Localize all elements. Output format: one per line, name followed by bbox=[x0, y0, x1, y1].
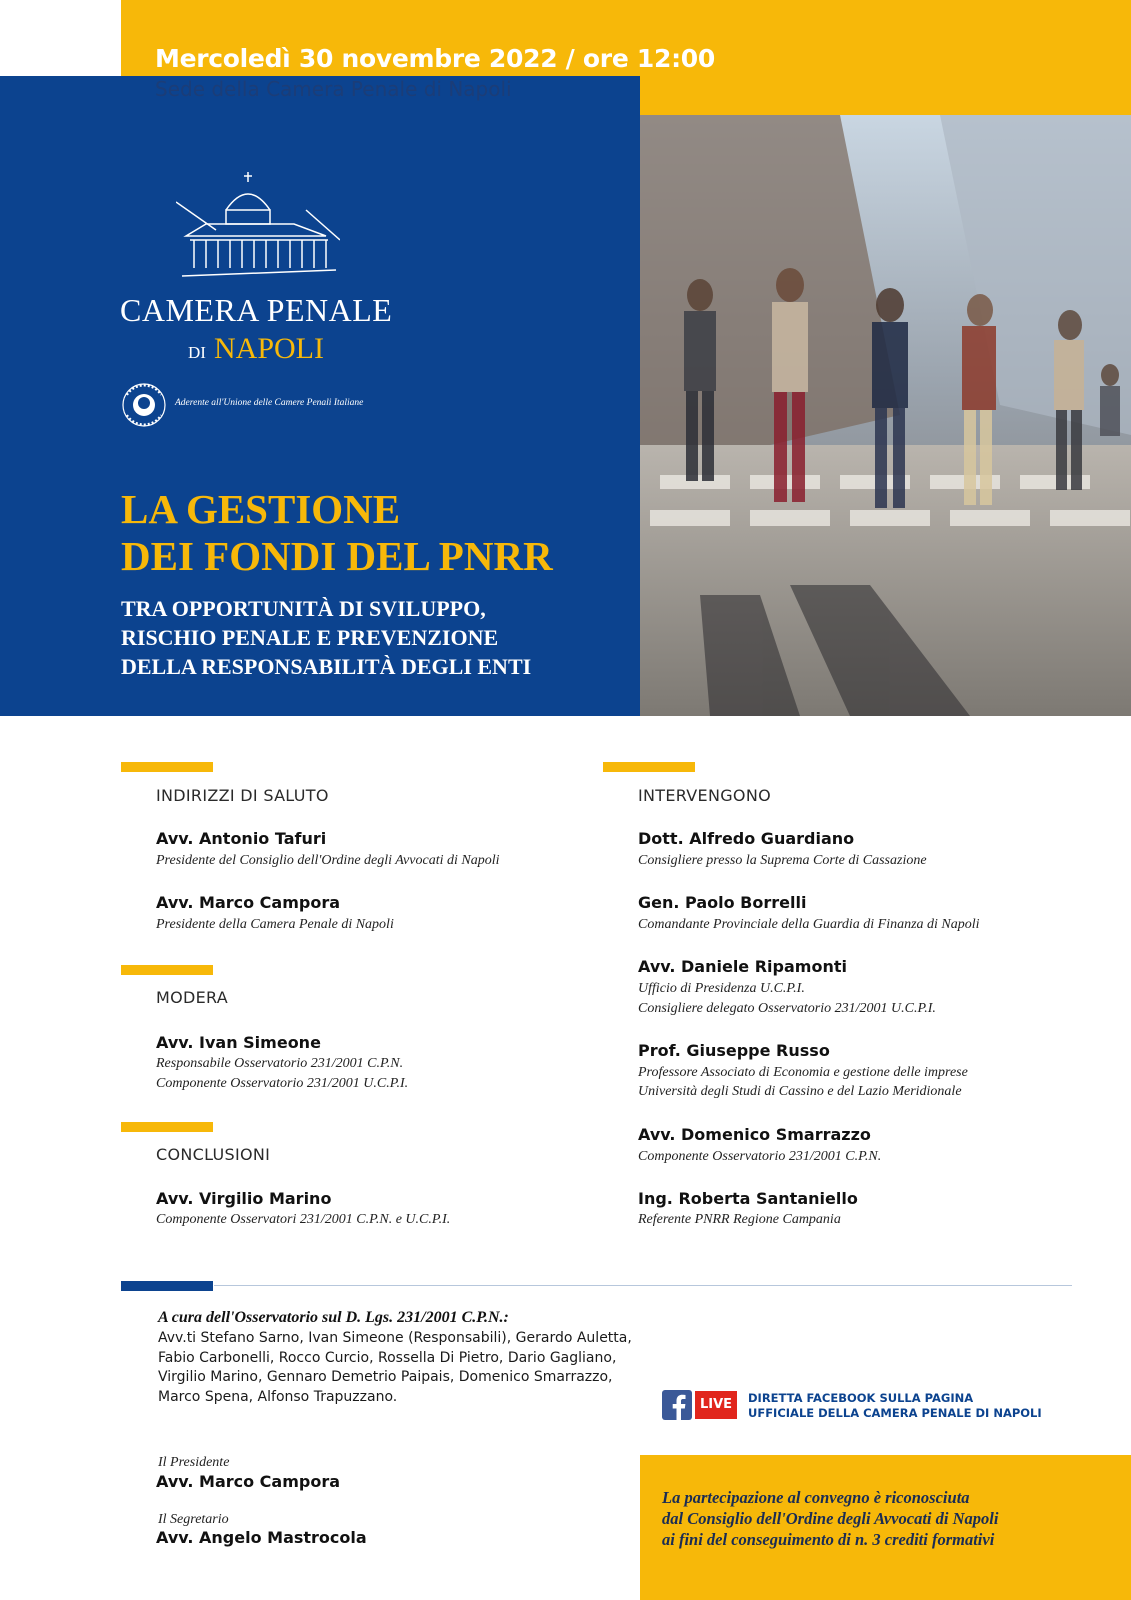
section-accent-bar bbox=[121, 965, 213, 975]
section-heading-conclusioni: CONCLUSIONI bbox=[156, 1145, 271, 1164]
curators-line: Marco Spena, Alfonso Trapuzzano. bbox=[158, 1388, 398, 1405]
crowd-photo bbox=[640, 115, 1131, 716]
event-subtitle-line: RISCHIO PENALE E PREVENZIONE bbox=[121, 625, 499, 650]
speaker-role: Presidente della Camera Penale di Napoli bbox=[156, 917, 394, 932]
speaker-role: Presidente del Consiglio dell'Ordine degli Avvocati di Napoli bbox=[156, 853, 500, 868]
speaker-name: Ing. Roberta Santaniello bbox=[638, 1189, 858, 1208]
footer-divider bbox=[214, 1285, 1072, 1286]
org-name-city: NAPOLI bbox=[214, 332, 324, 365]
speaker-name: Gen. Paolo Borrelli bbox=[638, 893, 807, 912]
speaker-role: Referente PNRR Regione Campania bbox=[638, 1212, 841, 1227]
event-title-line: LA GESTIONE bbox=[121, 486, 401, 532]
curators-line: Avv.ti Stefano Sarno, Ivan Simeone (Responsabili), Gerardo Auletta, bbox=[158, 1330, 632, 1346]
event-subtitle bbox=[121, 594, 531, 681]
section-heading-modera: MODERA bbox=[156, 988, 229, 1007]
live-stream-line: DIRETTA FACEBOOK SULLA PAGINA bbox=[748, 1391, 974, 1405]
speaker-name: Avv. Daniele Ripamonti bbox=[638, 957, 847, 976]
section-accent-bar bbox=[603, 762, 695, 772]
section-accent-bar bbox=[121, 762, 213, 772]
event-subtitle-line: TRA OPPORTUNITÀ DI SVILUPPO, bbox=[121, 596, 486, 621]
secretary-name: Avv. Angelo Mastrocola bbox=[156, 1528, 367, 1547]
speaker-role: Ufficio di Presidenza U.C.P.I. bbox=[638, 981, 805, 996]
credits-line: ai fini del conseguimento di n. 3 crediti formativi bbox=[662, 1530, 995, 1549]
president-title: Il Presidente bbox=[158, 1455, 230, 1470]
speaker-role: Comandante Provinciale della Guardia di Finanza di Napoli bbox=[638, 917, 980, 932]
speaker-role: Professore Associato di Economia e gestione delle imprese bbox=[638, 1065, 968, 1080]
section-heading-saluto: INDIRIZZI DI SALUTO bbox=[156, 786, 329, 805]
ucpi-seal-icon bbox=[120, 381, 168, 429]
live-stream-note bbox=[748, 1391, 1042, 1421]
speaker-name: Avv. Marco Campora bbox=[156, 893, 341, 912]
org-name-di: DI bbox=[188, 343, 206, 362]
speaker-name: Avv. Antonio Tafuri bbox=[156, 829, 327, 848]
curators-list bbox=[158, 1329, 632, 1407]
org-name: CAMERA PENALE bbox=[120, 292, 393, 328]
speaker-name: Dott. Alfredo Guardiano bbox=[638, 829, 855, 848]
crowd-photo-illustration bbox=[640, 115, 1131, 716]
speaker-name: Prof. Giuseppe Russo bbox=[638, 1041, 830, 1060]
section-accent-bar bbox=[121, 1122, 213, 1132]
speaker-role: Componente Osservatorio 231/2001 U.C.P.I. bbox=[156, 1076, 409, 1091]
speaker-role: Responsabile Osservatorio 231/2001 C.P.N. bbox=[156, 1056, 404, 1071]
event-venue: Sede della Camera Penale di Napoli bbox=[155, 77, 512, 101]
speaker-role: Componente Osservatorio 231/2001 C.P.N. bbox=[638, 1149, 882, 1164]
speaker-role: Università degli Studi di Cassino e del Lazio Meridionale bbox=[638, 1084, 962, 1099]
credits-line: La partecipazione al convegno è riconosciuta bbox=[662, 1488, 970, 1507]
speaker-role: Componente Osservatori 231/2001 C.P.N. e U.C.P.I. bbox=[156, 1212, 451, 1227]
curators-heading: A cura dell'Osservatorio sul D. Lgs. 231/2001 C.P.N.: bbox=[158, 1309, 509, 1326]
event-title bbox=[121, 486, 553, 580]
org-adherent-note: Aderente all'Unione delle Camere Penali Italiane bbox=[175, 398, 364, 408]
facebook-icon bbox=[662, 1390, 692, 1420]
event-subtitle-line: DELLA RESPONSABILITÀ DEGLI ENTI bbox=[121, 654, 532, 679]
credits-line: dal Consiglio dell'Ordine degli Avvocati di Napoli bbox=[662, 1509, 999, 1528]
live-badge: LIVE bbox=[695, 1391, 737, 1419]
speaker-name: Avv. Ivan Simeone bbox=[156, 1033, 321, 1052]
event-date: Mercoledì 30 novembre 2022 / ore 12:00 bbox=[155, 44, 715, 73]
church-logo-icon bbox=[176, 170, 340, 280]
speaker-name: Avv. Domenico Smarrazzo bbox=[638, 1125, 871, 1144]
speaker-role: Consigliere presso la Suprema Corte di Cassazione bbox=[638, 853, 927, 868]
section-heading-intervengono: INTERVENGONO bbox=[638, 786, 771, 805]
event-title-line: DEI FONDI DEL PNRR bbox=[121, 533, 553, 579]
curators-line: Virgilio Marino, Gennaro Demetrio Paipais, Domenico Smarrazzo, bbox=[158, 1369, 613, 1385]
live-stream-line: UFFICIALE DELLA CAMERA PENALE DI NAPOLI bbox=[748, 1406, 1042, 1420]
curators-line: Fabio Carbonelli, Rocco Curcio, Rossella Di Pietro, Dario Gagliano, bbox=[158, 1349, 617, 1366]
speaker-role: Consigliere delegato Osservatorio 231/2001 U.C.P.I. bbox=[638, 1001, 936, 1016]
footer-accent-bar bbox=[121, 1281, 213, 1291]
president-name: Avv. Marco Campora bbox=[156, 1472, 341, 1491]
credits-note bbox=[662, 1487, 998, 1550]
speaker-name: Avv. Virgilio Marino bbox=[156, 1189, 332, 1208]
secretary-title: Il Segretario bbox=[158, 1512, 229, 1527]
